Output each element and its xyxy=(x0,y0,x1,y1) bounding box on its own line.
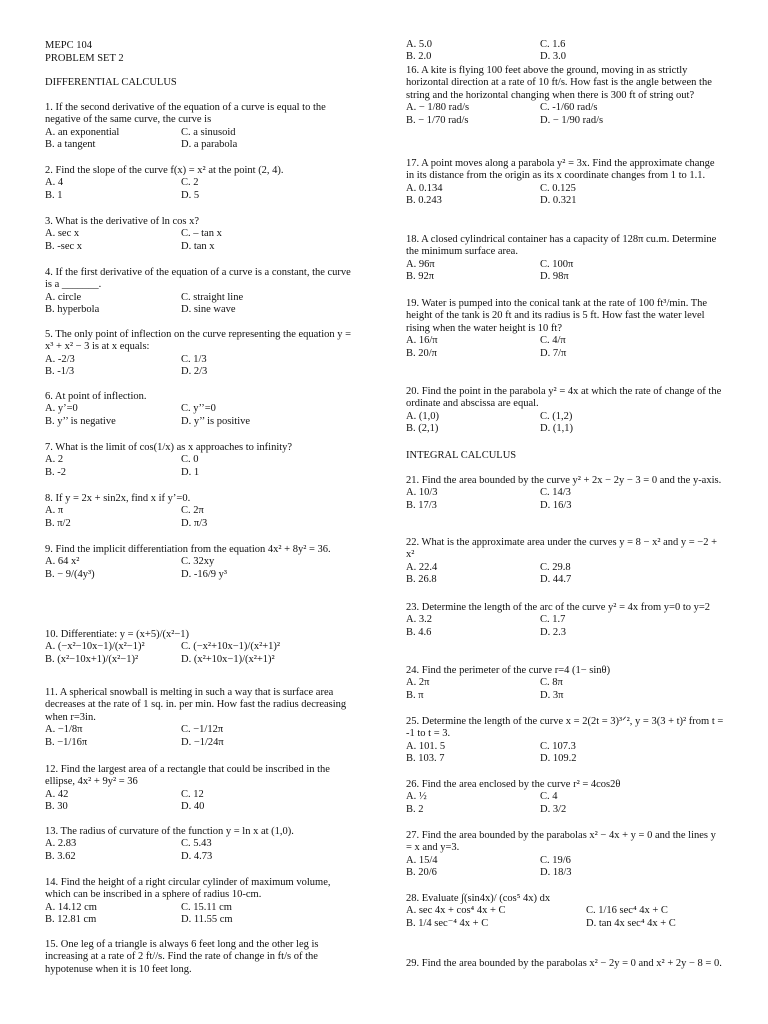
answer-option: B. 2.0 xyxy=(406,51,432,63)
question-stem: 21. Find the area bounded by the curve y² + 2x − 2y − 3 = 0 and the y-axis. xyxy=(406,475,722,486)
answer-option: C. 1/3 xyxy=(181,353,207,365)
answer-option: D. 1 xyxy=(181,466,200,478)
answer-option: D. 4.73 xyxy=(181,850,213,862)
right-question xyxy=(406,830,724,880)
question-stem: 2. Find the slope of the curve f(x) = x² at the point (2, 4). xyxy=(45,165,284,176)
section-heading-differential: DIFFERENTIAL CALCULUS xyxy=(45,77,177,88)
left-question xyxy=(45,877,357,927)
answer-option: A. -2/3 xyxy=(45,353,75,365)
left-question xyxy=(45,826,357,863)
question-stem: 16. A kite is flying 100 feet above the ground, moving in as strictly horizontal direction at a rate of 10 ft/s. How fast is the angle between the string and the horizontal changing when there is 300 ft of string out? xyxy=(406,65,712,101)
answer-option: A. −1/8π xyxy=(45,724,83,736)
answer-option: A. 22.4 xyxy=(406,561,438,573)
answer-option: B. -1/3 xyxy=(45,366,75,378)
answer-options xyxy=(45,127,357,152)
answer-option: A. − 1/80 rad/s xyxy=(406,102,470,114)
answer-option: B. π/2 xyxy=(45,517,71,529)
answer-option: A. (−x²−10x−1)/(x²−1)² xyxy=(45,641,145,653)
answer-options xyxy=(45,838,357,863)
answer-option: D. 3π xyxy=(540,689,564,701)
answer-option: D. 7/π xyxy=(540,347,567,359)
answer-option: D. tan x xyxy=(181,240,215,252)
answer-option: C. -1/60 rad/s xyxy=(540,102,598,114)
answer-options xyxy=(45,354,357,379)
answer-options xyxy=(406,855,724,880)
answer-option: A. 96π xyxy=(406,258,435,270)
answer-option: A. 15/4 xyxy=(406,854,438,866)
right-question xyxy=(406,537,724,587)
left-question xyxy=(45,544,357,581)
answer-option: B. 92π xyxy=(406,271,435,283)
answer-option: D. 0.321 xyxy=(540,195,577,207)
left-question xyxy=(45,939,357,976)
answer-options xyxy=(406,791,724,816)
answer-option: B. -sec x xyxy=(45,240,83,252)
answer-options xyxy=(406,259,724,284)
answer-option: B. − 1/70 rad/s xyxy=(406,114,469,126)
answer-options xyxy=(406,614,724,639)
answer-option: B. 0.243 xyxy=(406,195,442,207)
answer-options xyxy=(45,292,357,317)
question-stem: 6. At point of inflection. xyxy=(45,391,147,402)
answer-option: D. 11.55 cm xyxy=(181,914,233,926)
answer-option: C. 0.125 xyxy=(540,182,576,194)
answer-option: C. y’’=0 xyxy=(181,403,216,415)
left-question xyxy=(45,391,357,428)
right-question xyxy=(406,158,724,208)
answer-option: B. 26.8 xyxy=(406,574,437,586)
question-stem: 17. A point moves along a parabola y² = 3x. Find the approximate change in its distance from the origin as its x coordinate changes from 1 to 1.1. xyxy=(406,158,715,182)
answer-option: D. −1/24π xyxy=(181,736,224,748)
answer-option: A. 42 xyxy=(45,788,69,800)
answer-option: D. (x²+10x−1)/(x²+1)² xyxy=(181,653,275,665)
question-stem: 7. What is the limit of cos(1/x) as x approaches to infinity? xyxy=(45,442,293,453)
answer-options xyxy=(406,39,724,64)
left-question xyxy=(45,165,357,202)
answer-option: A. 101. 5 xyxy=(406,740,446,752)
answer-option: B. a tangent xyxy=(45,139,96,151)
answer-option: C. 1.6 xyxy=(540,39,566,50)
answer-options xyxy=(406,335,724,360)
answer-option: B. −1/16π xyxy=(45,736,88,748)
answer-option: A. 10/3 xyxy=(406,487,438,499)
answer-option: A. y’=0 xyxy=(45,403,78,415)
answer-option: A. 3.2 xyxy=(406,614,432,626)
question-stem: 15. One leg of a triangle is always 6 feet long and the other leg is increasing at a rate of 2 ft//s. Find the rate of change in ft/s of the hypotenuse when it is 10 feet long. xyxy=(45,939,319,975)
answer-option: C. 12 xyxy=(181,788,204,800)
answer-options xyxy=(45,724,357,749)
question-stem: 1. If the second derivative of the equation of a curve is equal to the negative of the same curve, the curve is xyxy=(45,102,326,126)
answer-options xyxy=(406,677,724,702)
question-stem: 13. The radius of curvature of the function y = ln x at (1,0). xyxy=(45,826,294,837)
question-stem: 14. Find the height of a right circular cylinder of maximum volume, which can be inscribed in a sphere of radius 10-cm. xyxy=(45,877,331,901)
answer-option: C. 2 xyxy=(181,177,199,189)
question-stem: 8. If y = 2x + sin2x, find x if y’=0. xyxy=(45,493,191,504)
answer-option: B. 20/6 xyxy=(406,867,437,879)
answer-option: A. circle xyxy=(45,291,82,303)
answer-option: A. an exponential xyxy=(45,126,120,138)
answer-options xyxy=(45,902,357,927)
answer-options xyxy=(45,505,357,530)
answer-option: B. 103. 7 xyxy=(406,753,445,765)
answer-options xyxy=(406,905,724,930)
answer-options xyxy=(406,102,724,127)
answer-option: B. 4.6 xyxy=(406,626,432,638)
answer-option: C. 4 xyxy=(540,791,558,803)
answer-option: B. 30 xyxy=(45,801,68,813)
answer-options xyxy=(406,487,724,512)
answer-option: C. – tan x xyxy=(181,228,222,240)
answer-options xyxy=(45,403,357,428)
course-code: MEPC 104 xyxy=(45,40,92,51)
answer-option: D. 5 xyxy=(181,189,200,201)
answer-option: C. 15.11 cm xyxy=(181,901,232,913)
answer-option: D. 44.7 xyxy=(540,574,572,586)
answer-option: D. 3/2 xyxy=(540,803,567,815)
question-stem: 10. Differentiate: y = (x+5)/(x²−1) xyxy=(45,629,190,640)
answer-option: A. π xyxy=(45,505,64,517)
answer-option: A. sec 4x + cos⁴ 4x + C xyxy=(406,905,506,917)
answer-option: C. straight line xyxy=(181,291,244,303)
answer-option: A. 0.134 xyxy=(406,182,443,194)
answer-option: D. 16/3 xyxy=(540,499,572,511)
answer-option: C. (−x²+10x−1)/(x²+1)² xyxy=(181,641,281,653)
answer-option: A. 5.0 xyxy=(406,39,432,50)
question-stem: 9. Find the implicit differentiation from the equation 4x² + 8y² = 36. xyxy=(45,544,331,555)
answer-option: C. 1/16 sec⁴ 4x + C xyxy=(586,905,668,917)
question-stem: 19. Water is pumped into the conical tank at the rate of 100 ft³/min. The height of the tank is 20 ft and its radius is 5 ft. How fast the water level rising when the water height is 10 ft? xyxy=(406,298,708,334)
answer-option: D. y’’ is positive xyxy=(181,415,251,427)
right-question xyxy=(406,298,724,360)
question-stem: 27. Find the area bounded by the parabolas x² − 4x + y = 0 and the lines y = x and y=3. xyxy=(406,830,716,854)
question-stem: 23. Determine the length of the arc of the curve y² = 4x from y=0 to y=2 xyxy=(406,602,711,613)
answer-option: D. 40 xyxy=(181,801,205,813)
answer-option: C. 107.3 xyxy=(540,740,576,752)
answer-option: A. sec x xyxy=(45,228,80,240)
left-question xyxy=(45,329,357,379)
answer-option: A. 64 x² xyxy=(45,556,80,568)
right-question xyxy=(406,893,724,930)
answer-option: C. 8π xyxy=(540,677,563,689)
answer-option: B. (x²−10x+1)/(x²−1)² xyxy=(45,653,139,665)
question-stem: 12. Find the largest area of a rectangle that could be inscribed in the ellipse, 4x² + 9y² = 36 xyxy=(45,764,330,788)
question-stem: 29. Find the area bounded by the parabolas x² − 2y = 0 and x² + 2y − 8 = 0. xyxy=(406,958,722,969)
right-question xyxy=(406,386,724,436)
answer-option: A. 2π xyxy=(406,677,430,689)
answer-option: A. ½ xyxy=(406,791,427,803)
question-stem: 5. The only point of inflection on the curve representing the equation y = x³ + x² − 3 is at x equals: xyxy=(45,329,352,353)
answer-option: C. 14/3 xyxy=(540,487,571,499)
answer-options xyxy=(45,789,357,814)
section-heading-integral: INTEGRAL CALCULUS xyxy=(406,450,517,461)
answer-option: C. 0 xyxy=(181,454,199,466)
answer-option: D. tan 4x sec⁴ 4x + C xyxy=(586,917,676,929)
answer-option: C. 100π xyxy=(540,258,574,270)
answer-option: D. a parabola xyxy=(181,139,238,151)
left-question xyxy=(45,629,357,666)
answer-options xyxy=(45,641,357,666)
answer-options xyxy=(45,228,357,253)
answer-option: B. 3.62 xyxy=(45,850,76,862)
left-question xyxy=(45,687,357,749)
right-question xyxy=(406,665,724,702)
answer-option: D. sine wave xyxy=(181,304,236,316)
answer-option: A. 2.83 xyxy=(45,838,77,850)
answer-option: A. (1,0) xyxy=(406,410,439,422)
answer-option: B. y’’ is negative xyxy=(45,415,116,427)
answer-option: A. 2 xyxy=(45,454,64,466)
right-question xyxy=(406,39,724,64)
answer-option: B. hyperbola xyxy=(45,304,100,316)
answer-option: D. 18/3 xyxy=(540,867,572,879)
answer-options xyxy=(45,556,357,581)
answer-option: D. 98π xyxy=(540,271,569,283)
answer-option: D. 3.0 xyxy=(540,51,566,63)
answer-option: C. (1,2) xyxy=(540,410,573,422)
answer-option: A. 14.12 cm xyxy=(45,901,97,913)
question-stem: 28. Evaluate ∫(sin4x)/ (cos⁵ 4x) dx xyxy=(406,893,551,904)
answer-option: C. a sinusoid xyxy=(181,126,236,138)
right-question xyxy=(406,716,724,766)
answer-options xyxy=(45,454,357,479)
answer-option: B. 2 xyxy=(406,803,424,815)
right-question xyxy=(406,475,724,512)
question-stem: 18. A closed cylindrical container has a capacity of 128π cu.m. Determine the minimum surface area. xyxy=(406,234,717,258)
answer-option: D. 2.3 xyxy=(540,626,566,638)
answer-option: D. 109.2 xyxy=(540,753,577,765)
answer-option: B. 20/π xyxy=(406,347,437,359)
answer-options xyxy=(406,411,724,436)
question-stem: 4. If the first derivative of the equation of a curve is a constant, the curve is a _______. xyxy=(45,267,351,291)
right-question xyxy=(406,602,724,639)
answer-option: B. π xyxy=(406,689,424,701)
right-question xyxy=(406,958,724,970)
answer-option: C. 1.7 xyxy=(540,614,566,626)
problem-set-title: PROBLEM SET 2 xyxy=(45,53,124,64)
answer-option: D. (1,1) xyxy=(540,423,573,435)
right-question xyxy=(406,779,724,816)
answer-option: A. 16/π xyxy=(406,335,438,347)
left-question xyxy=(45,493,357,530)
answer-option: C. 32xy xyxy=(181,556,215,568)
answer-option: D. 2/3 xyxy=(181,366,208,378)
question-stem: 25. Determine the length of the curve x = 2(2t = 3)³ᐟ², y = 3(3 + t)² from t = -1 to t = 3. xyxy=(406,716,724,740)
answer-options xyxy=(45,177,357,202)
question-stem: 3. What is the derivative of ln cos x? xyxy=(45,216,200,227)
answer-option: C. −1/12π xyxy=(181,724,224,736)
left-question xyxy=(45,442,357,479)
question-stem: 24. Find the perimeter of the curve r=4 (1− sinθ) xyxy=(406,665,611,676)
question-stem: 11. A spherical snowball is melting in such a way that is surface area decreases at the rate of 1 sq. in. per min. How fast the radius decreasing when r=3in. xyxy=(45,687,347,723)
answer-option: B. 1/4 sec⁻⁴ 4x + C xyxy=(406,917,489,929)
answer-option: B. − 9/(4y³) xyxy=(45,568,95,580)
answer-options xyxy=(406,562,724,587)
answer-options xyxy=(406,183,724,208)
answer-option: C. 2π xyxy=(181,505,204,517)
question-stem: 22. What is the approximate area under the curves y = 8 − x² and y = −2 + x² xyxy=(406,537,718,561)
answer-options xyxy=(406,741,724,766)
answer-option: C. 4/π xyxy=(540,335,566,347)
answer-option: D. π/3 xyxy=(181,517,208,529)
question-stem: 20. Find the point in the parabola y² = 4x at which the rate of change of the ordinate and abscissa are equal. xyxy=(406,386,722,410)
answer-option: B. -2 xyxy=(45,466,66,478)
right-question xyxy=(406,65,724,127)
answer-option: B. 12.81 cm xyxy=(45,914,97,926)
answer-option: C. 5.43 xyxy=(181,838,212,850)
answer-option: A. 4 xyxy=(45,177,64,189)
answer-option: B. (2,1) xyxy=(406,423,439,435)
right-question xyxy=(406,234,724,284)
answer-option: D. − 1/90 rad/s xyxy=(540,114,604,126)
left-question xyxy=(45,267,357,317)
answer-option: B. 1 xyxy=(45,189,63,201)
left-question xyxy=(45,216,357,253)
answer-option: B. 17/3 xyxy=(406,499,437,511)
question-stem: 26. Find the area enclosed by the curve r² = 4cos2θ xyxy=(406,779,621,790)
answer-option: C. 29.8 xyxy=(540,561,571,573)
left-question xyxy=(45,102,357,152)
answer-option: C. 19/6 xyxy=(540,854,571,866)
answer-option: D. -16/9 y³ xyxy=(181,568,228,580)
left-question xyxy=(45,764,357,814)
